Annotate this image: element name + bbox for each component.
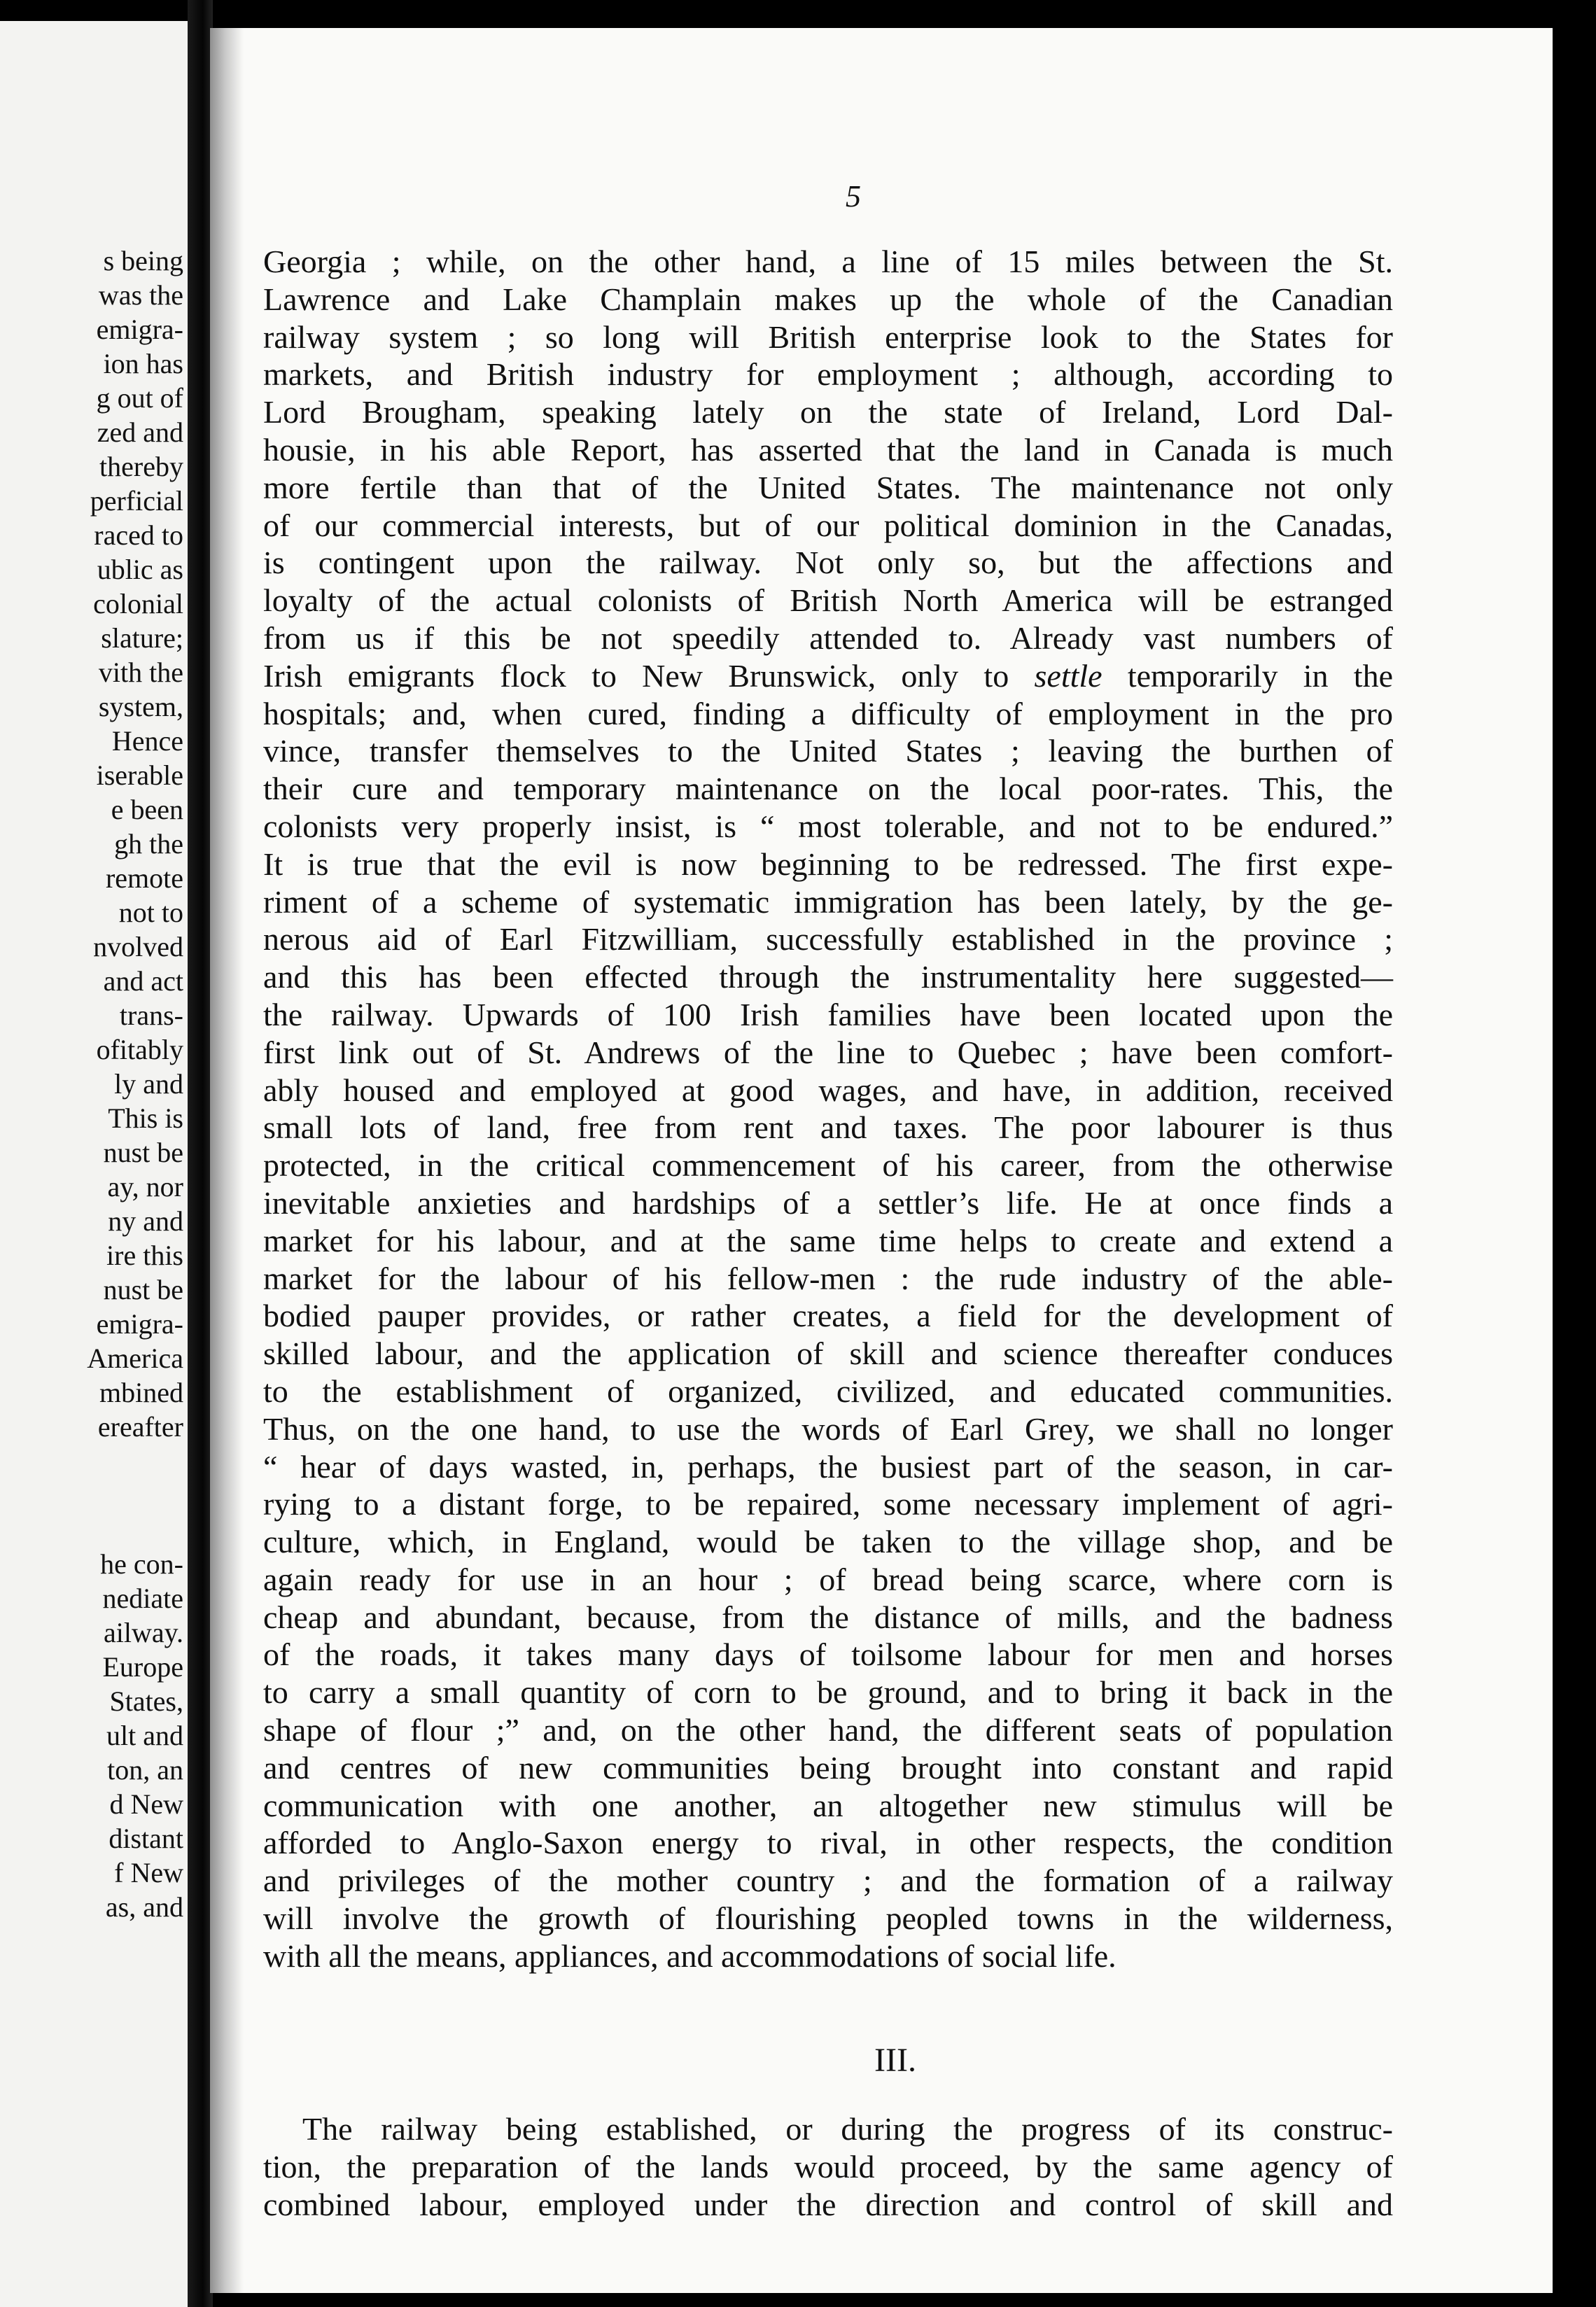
left-fragment-line: vith the <box>98 657 183 688</box>
left-fragment-line: Europe <box>102 1651 183 1683</box>
text-line: hospitals; and, when cured, finding a difficulty of employment in the pro <box>263 695 1393 731</box>
text-line: “ hear of days wasted, in, perhaps, the busiest part of the season, in car- <box>263 1448 1393 1485</box>
left-fragment-line: America <box>87 1342 183 1374</box>
left-fragment-line: ereafter <box>97 1411 183 1443</box>
text-line: Georgia ; while, on the other hand, a line of 15 miles between the St. <box>263 244 1393 279</box>
text-line: with all the means, appliances, and accommodations of social life. <box>263 1937 1116 1974</box>
text-line: to carry a small quantity of corn to be ground, and to bring it back in the <box>263 1674 1393 1711</box>
left-fragment-line: mbined <box>99 1377 183 1408</box>
text-line: bodied pauper provides, or rather creates, a field for the development of <box>263 1298 1393 1334</box>
left-fragment-line: emigra- <box>96 314 183 345</box>
text-line: rying to a distant forge, to be repaired, some necessary implement of agri- <box>263 1486 1393 1522</box>
italic-word: settle <box>1034 657 1102 694</box>
text-line: housie, in his able Report, has asserted that the land in Canada is much <box>263 431 1393 468</box>
right-page <box>210 28 1553 2293</box>
text-line: nerous aid of Earl Fitzwilliam, successfully established in the province ; <box>263 921 1393 958</box>
left-fragment-line: he con- <box>100 1548 183 1580</box>
text-line: protected, in the critical commencement of his career, from the otherwise <box>263 1147 1393 1184</box>
text-line: riment of a scheme of systematic immigration has been lately, by the ge- <box>263 883 1393 920</box>
left-fragment-line: system, <box>98 691 183 722</box>
text-run: Irish emigrants flock to New Brunswick, only to <box>263 657 1035 694</box>
left-fragment-line: nediate <box>102 1583 183 1614</box>
text-line: market for the labour of his fellow-men : the rude industry of the able- <box>263 1260 1393 1296</box>
left-fragment-line: emigra- <box>96 1308 183 1340</box>
text-line: first link out of St. Andrews of the line to Quebec ; have been comfort- <box>263 1034 1393 1070</box>
text-line: Thus, on the one hand, to use the words of Earl Grey, we shall no longer <box>263 1410 1393 1447</box>
left-fragment-line: and act <box>103 965 183 997</box>
text-line: will involve the growth of flourishing peopled towns in the wilderness, <box>263 1900 1393 1937</box>
left-fragment-line: d New <box>109 1788 183 1820</box>
left-fragment-line <box>0 1444 183 1478</box>
page-number: 5 <box>846 179 861 213</box>
left-fragment-line: This is <box>108 1102 183 1134</box>
left-fragment-line: raced to <box>94 519 183 551</box>
left-fragment-line: ay, nor <box>107 1171 183 1202</box>
left-fragment-line: g out of <box>96 382 183 414</box>
text-line: culture, which, in England, would be taken to the village shop, and be <box>263 1524 1393 1560</box>
text-line: markets, and British industry for employment ; although, according to <box>263 356 1393 393</box>
text-line: The railway being established, or during the progress of its construc- <box>302 2111 1393 2147</box>
left-fragment-line: was the <box>98 279 183 311</box>
text-line: vince, transfer themselves to the United States ; leaving the burthen of <box>263 733 1393 769</box>
left-fragment-line: nust be <box>103 1137 183 1168</box>
left-fragment-line: not to <box>118 897 183 928</box>
left-page-fragment <box>0 21 188 2307</box>
text-line: of the roads, it takes many days of toilsome labour for men and horses <box>263 1636 1393 1673</box>
left-fragment-line: s being <box>103 245 183 276</box>
left-fragment-line: e been <box>111 794 183 825</box>
text-line: colonists very properly insist, is “ most tolerable, and not to be endured.” <box>263 808 1393 844</box>
left-fragment-line: ly and <box>114 1068 183 1100</box>
left-fragment-line: gh the <box>114 828 183 860</box>
text-line: more fertile than that of the United States. The maintenance not only <box>263 469 1393 505</box>
text-line: the railway. Upwards of 100 Irish families have been located upon the <box>263 996 1393 1032</box>
text-line: communication with one another, an altogether new stimulus will be <box>263 1787 1393 1823</box>
left-fragment-line: ton, an <box>107 1754 183 1786</box>
text-line: Lord Brougham, speaking lately on the state of Ireland, Lord Dal- <box>263 394 1393 430</box>
left-fragment-line: colonial <box>93 588 183 619</box>
left-fragment-line: thereby <box>99 451 183 482</box>
left-fragment-line: ailway. <box>103 1617 183 1648</box>
book-gutter <box>188 0 213 2307</box>
main-paragraph <box>263 243 1393 1975</box>
section-heading: III. <box>874 2042 916 2079</box>
text-line: shape of flour ;” and, on the other hand, the different seats of population <box>263 1712 1393 1748</box>
text-line: skilled labour, and the application of skill and science thereafter conduces <box>263 1335 1393 1372</box>
text-line: afforded to Anglo-Saxon energy to rival, in other respects, the condition <box>263 1825 1393 1861</box>
text-line: railway system ; so long will British enterprise look to the States for <box>263 318 1393 355</box>
text-line: cheap and abundant, because, from the distance of mills, and the badness <box>263 1599 1393 1635</box>
text-line: and privileges of the mother country ; and the formation of a railway <box>263 1863 1393 1899</box>
left-fragment-line: Hence <box>111 725 183 757</box>
text-line: loyalty of the actual colonists of British North America will be estranged <box>263 582 1393 619</box>
scan-border <box>1553 28 1596 2307</box>
left-fragment-line: trans- <box>119 1000 183 1031</box>
second-paragraph <box>263 2110 1393 2223</box>
text-line: their cure and temporary maintenance on the local poor-rates. This, the <box>263 771 1393 807</box>
left-fragment-line: nust be <box>103 1274 183 1305</box>
left-fragment-line: perficial <box>90 485 183 517</box>
left-fragment-line: iserable <box>96 759 183 791</box>
left-fragment-line: zed and <box>97 416 183 448</box>
text-line: small lots of land, free from rent and taxes. The poor labourer is thus <box>263 1109 1393 1146</box>
text-line: combined labour, employed under the direction and control of skill and <box>263 2186 1393 2222</box>
text-line: and this has been effected through the instrumentality here suggested— <box>263 959 1393 995</box>
text-line: ably housed and employed at good wages, and have, in addition, received <box>263 1072 1393 1108</box>
left-fragment-line: nvolved <box>93 931 183 962</box>
page-curve-shadow <box>210 28 244 2293</box>
left-fragment-line: as, and <box>105 1891 183 1923</box>
left-fragment-line: ofitably <box>96 1034 183 1065</box>
text-line: tion, the preparation of the lands would proceed, by the same agency of <box>263 2148 1393 2185</box>
text-line: of our commercial interests, but of our political dominion in the Canadas, <box>263 507 1393 543</box>
text-line: and centres of new communities being brought into constant and rapid <box>263 1749 1393 1786</box>
left-fragment-line <box>0 1478 183 1513</box>
text-line: market for his labour, and at the same time helps to create and extend a <box>263 1222 1393 1258</box>
left-fragment-line: ion has <box>103 348 183 379</box>
text-line: to the establishment of organized, civilized, and educated communities. <box>263 1373 1393 1409</box>
text-line: is contingent upon the railway. Not only so, but the affections and <box>263 545 1393 581</box>
left-fragment-line: ire this <box>106 1240 183 1271</box>
left-fragment-line: distant <box>108 1823 183 1854</box>
left-fragment-line <box>0 1513 183 1547</box>
text-line: inevitable anxieties and hardships of a settler’s life. He at once finds a <box>263 1184 1393 1221</box>
left-page-text-column <box>0 244 183 1924</box>
text-line: It is true that the evil is now beginning to be redressed. The first expe- <box>263 846 1393 882</box>
left-fragment-line: slature; <box>101 622 183 654</box>
left-fragment-line: States, <box>109 1685 183 1717</box>
left-fragment-line: ublic as <box>97 554 183 585</box>
text-line: from us if this be not speedily attended to. Already vast numbers of <box>263 619 1393 656</box>
left-fragment-line: ny and <box>108 1205 183 1237</box>
text-line: again ready for use in an hour ; of bread being scarce, where corn is <box>263 1561 1393 1597</box>
left-fragment-line: f New <box>114 1857 183 1888</box>
left-fragment-line: ult and <box>106 1720 183 1751</box>
text-line <box>263 657 1393 695</box>
text-run: temporarily in the <box>1102 657 1393 694</box>
text-line: Lawrence and Lake Champlain makes up the whole of the Canadian <box>263 281 1393 317</box>
left-fragment-line: remote <box>105 862 183 894</box>
